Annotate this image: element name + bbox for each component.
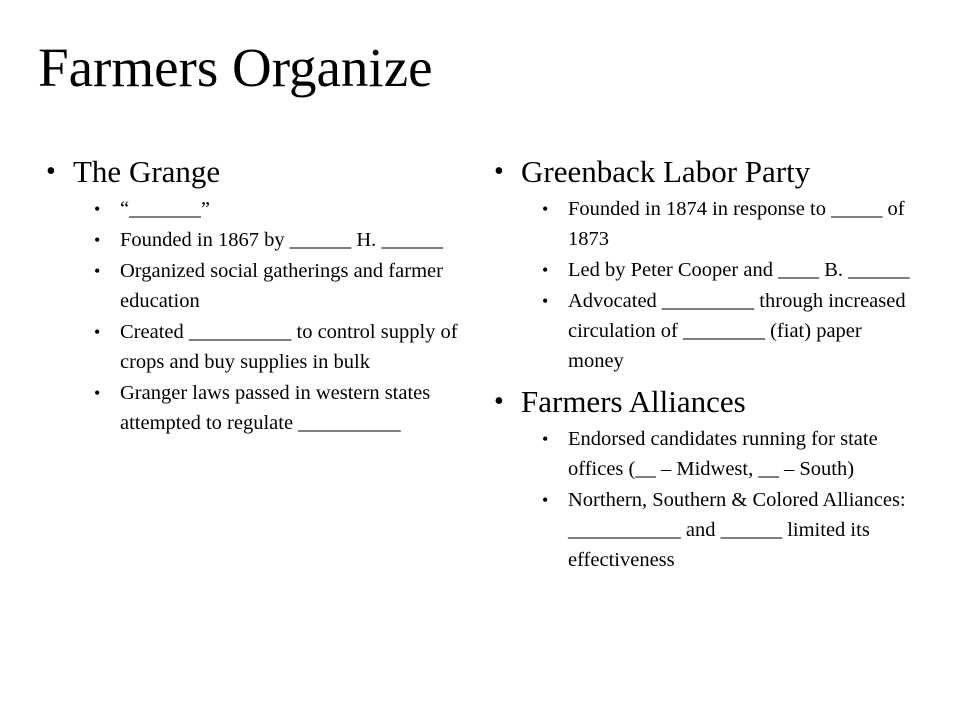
list-item-text: Endorsed candidates running for state offices (__ – Midwest, __ – South) xyxy=(568,428,878,480)
list-item-text: “_______” xyxy=(120,198,210,220)
list-item xyxy=(542,194,916,254)
list-item xyxy=(94,317,460,377)
slide-title: Farmers Organize xyxy=(38,37,433,98)
bullet-icon: • xyxy=(94,322,101,342)
heading-the-grange xyxy=(46,150,466,194)
list-item-text: Founded in 1874 in response to _____ of 1873 xyxy=(568,198,905,250)
heading-farmers-alliances xyxy=(494,380,924,424)
list-item-text: Advocated _________ through increased circulation of ________ (fiat) paper money xyxy=(568,290,906,372)
list-item-text: Founded in 1867 by ______ H. ______ xyxy=(120,229,443,251)
bullet-icon: • xyxy=(542,260,549,280)
bullet-icon: • xyxy=(46,156,56,187)
alliances-list xyxy=(494,424,924,575)
list-item xyxy=(542,255,916,285)
bullet-icon: • xyxy=(542,291,549,311)
bullet-icon: • xyxy=(94,383,101,403)
bullet-icon: • xyxy=(94,261,101,281)
bullet-icon: • xyxy=(542,199,549,219)
grange-list xyxy=(46,194,466,438)
list-item-text: Granger laws passed in western states attempted to regulate __________ xyxy=(120,382,431,434)
left-column xyxy=(46,150,466,442)
list-item-text: Created __________ to control supply of crops and buy supplies in bulk xyxy=(120,321,458,373)
list-item-text: Organized social gatherings and farmer education xyxy=(120,260,443,312)
heading-text: Greenback Labor Party xyxy=(521,154,811,189)
heading-greenback-labor-party xyxy=(494,150,924,194)
list-item xyxy=(94,194,460,224)
greenback-list xyxy=(494,194,924,376)
list-item-text: Led by Peter Cooper and ____ B. ______ xyxy=(568,259,910,281)
heading-text: Farmers Alliances xyxy=(521,384,746,419)
list-item xyxy=(94,256,460,316)
heading-text: The Grange xyxy=(73,154,221,189)
list-item xyxy=(94,378,460,438)
bullet-icon: • xyxy=(494,156,504,187)
list-item xyxy=(542,424,916,484)
list-item xyxy=(542,286,916,376)
bullet-icon: • xyxy=(494,386,504,417)
bullet-icon: • xyxy=(94,230,101,250)
right-column xyxy=(494,150,924,579)
bullet-icon: • xyxy=(94,199,101,219)
list-item xyxy=(94,225,460,255)
list-item-text: Northern, Southern & Colored Alliances: ___________ and ______ limited its effectiveness xyxy=(568,489,906,571)
bullet-icon: • xyxy=(542,490,549,510)
list-item xyxy=(542,485,916,575)
bullet-icon: • xyxy=(542,429,549,449)
